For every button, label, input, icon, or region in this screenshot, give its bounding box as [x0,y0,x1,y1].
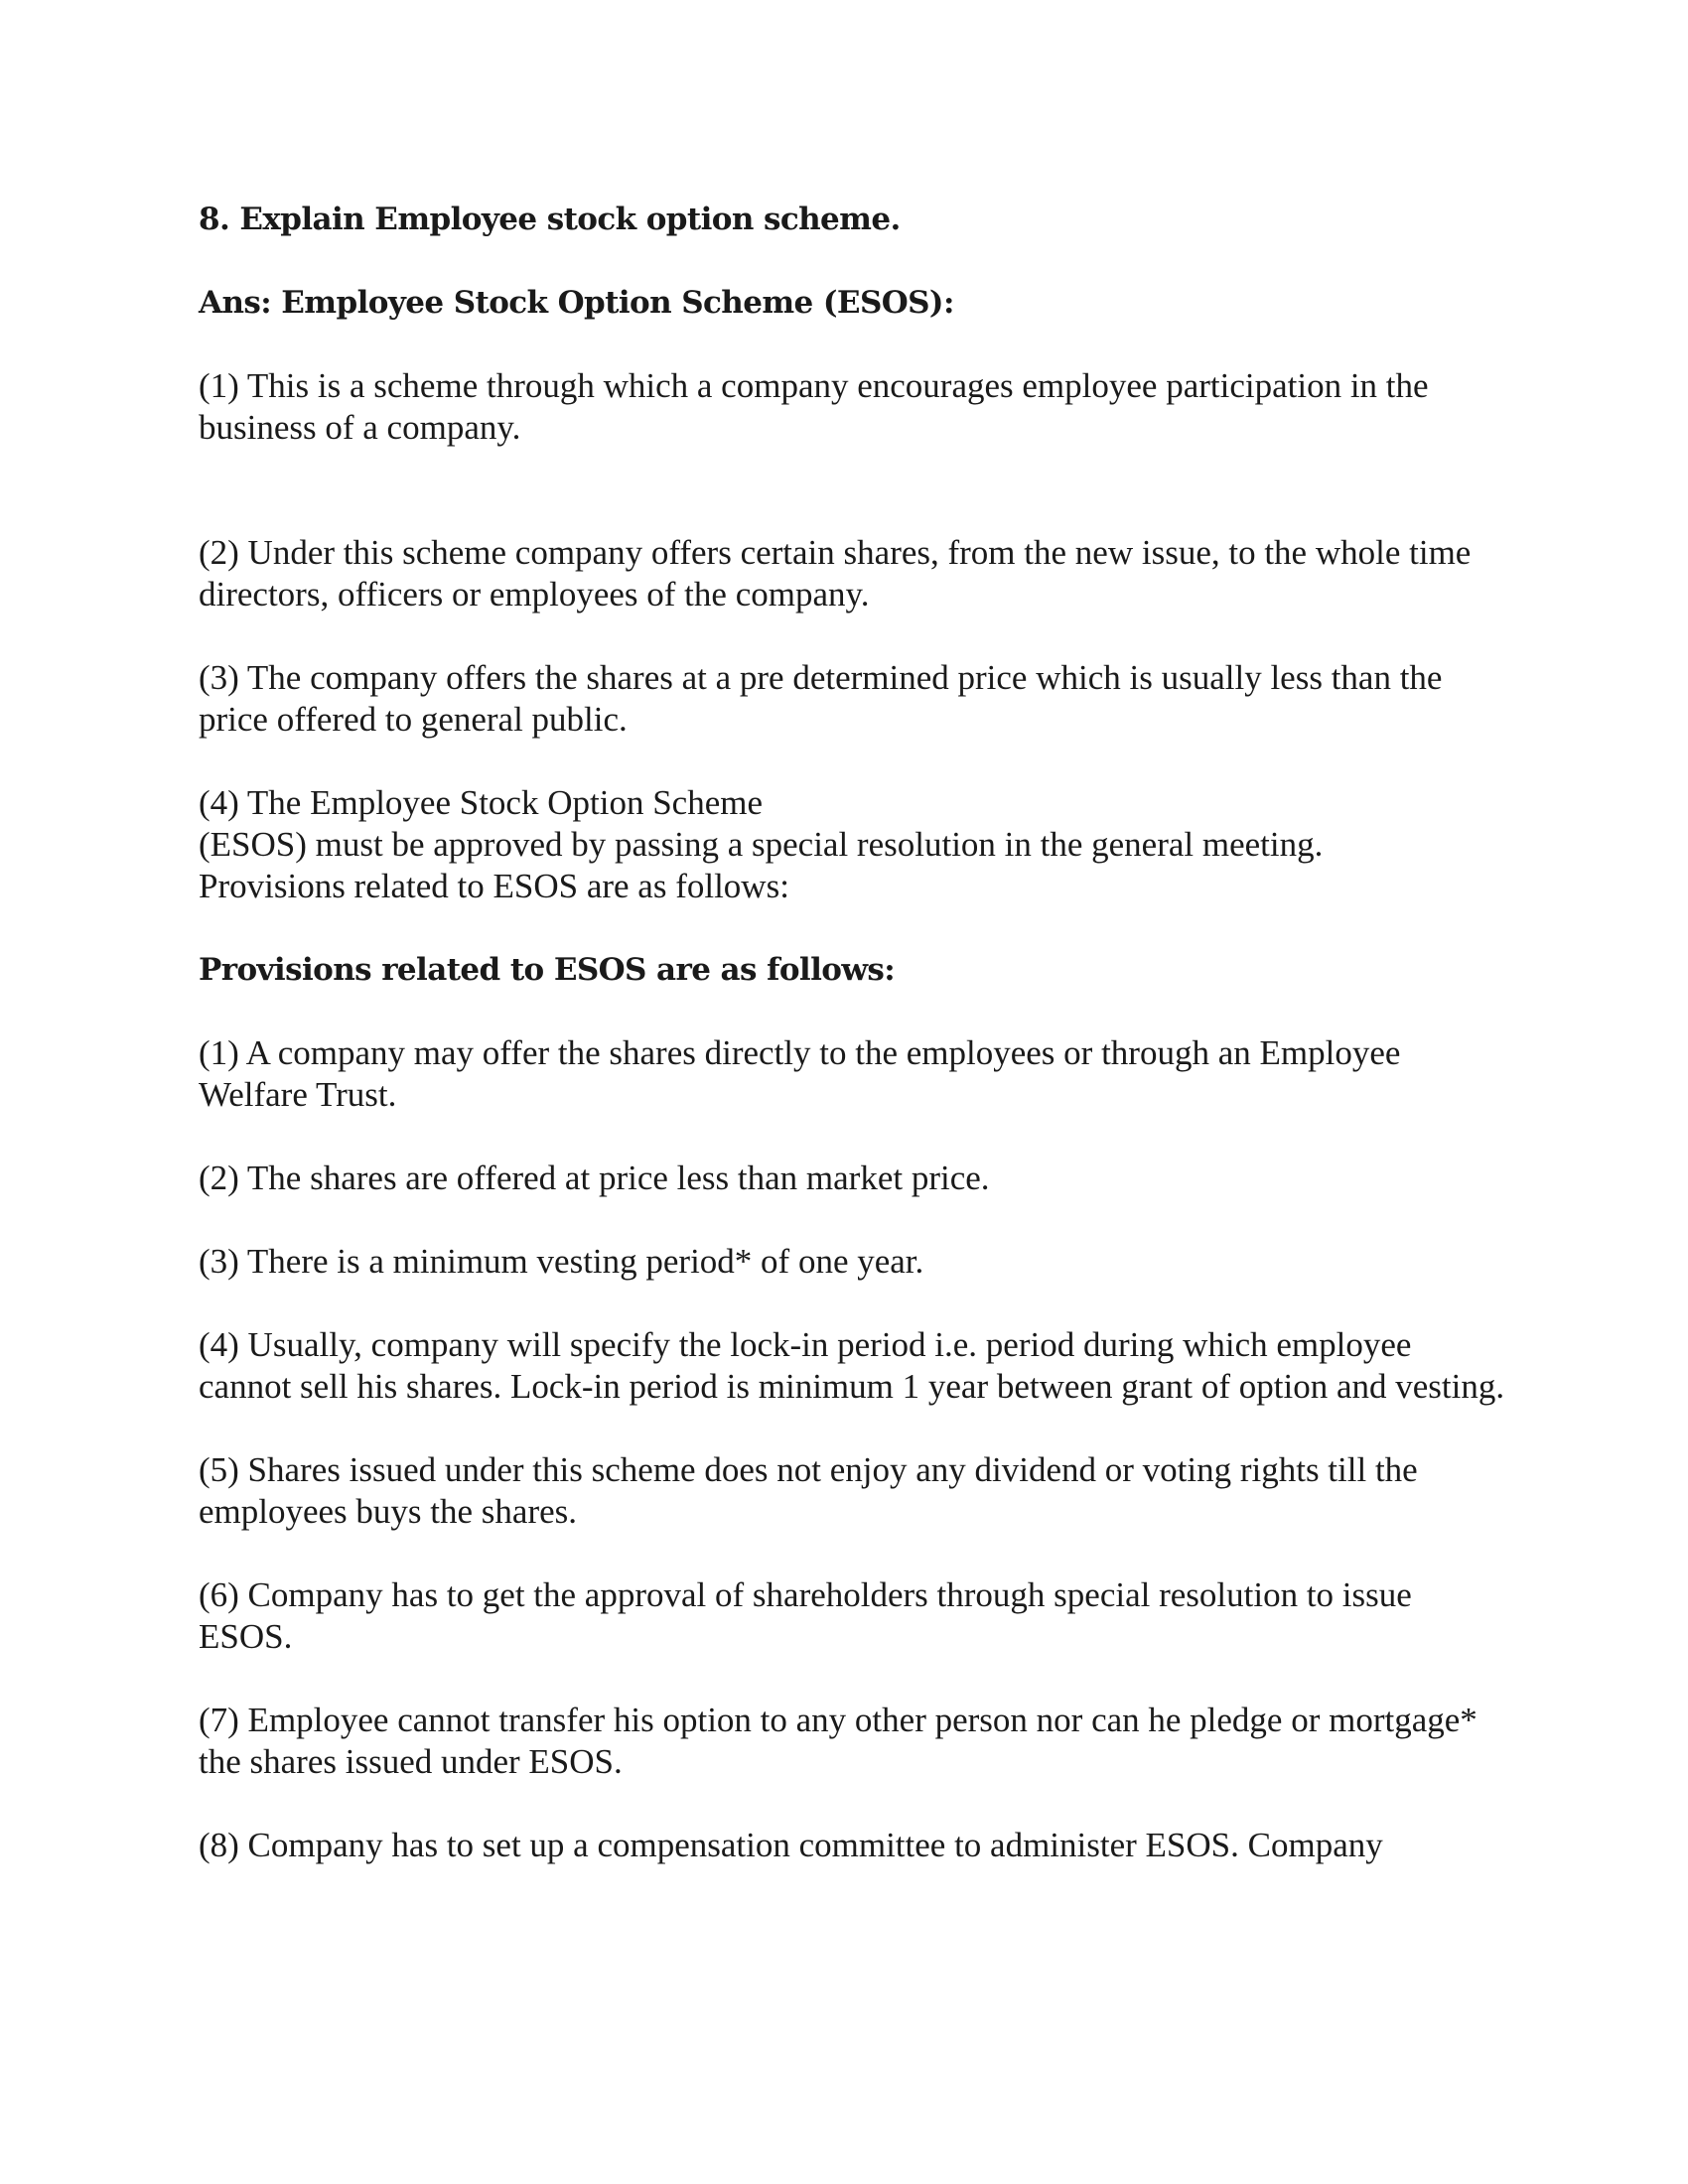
intro-point-4-line-3: Provisions related to ESOS are as follows: [199,867,789,905]
provision-3: (3) There is a minimum vesting period* of one year. [199,1242,924,1281]
provision-1: (1) A company may offer the shares directly to the employees or through an Employee Welfare Trust. [199,1033,1401,1114]
provision-6: (6) Company has to get the approval of shareholders through special resolution to issue ESOS. [199,1575,1412,1656]
intro-point-4-line-2: (ESOS) must be approved by passing a special resolution in the general meeting. [199,825,1324,864]
provision-5: (5) Shares issued under this scheme does not enjoy any dividend or voting rights till the employees buys the shares. [199,1450,1418,1531]
answer-heading: Ans: Employee Stock Option Scheme (ESOS): [199,285,954,321]
provision-2: (2) The shares are offered at price less than market price. [199,1159,990,1197]
provision-4: (4) Usually, company will specify the lock-in period i.e. period during which employee cannot sell his shares. Lock-in period is minimum 1 year between grant of option and vesting. [199,1325,1505,1406]
provision-7: (7) Employee cannot transfer his option to any other person nor can he pledge or mortgage* the shares issued under ESOS. [199,1701,1477,1781]
question-heading: 8. Explain Employee stock option scheme. [199,202,901,237]
intro-point-2: (2) Under this scheme company offers certain shares, from the new issue, to the whole time directors, officers or employees of the company. [199,533,1472,614]
intro-point-4-line-1: (4) The Employee Stock Option Scheme [199,783,763,822]
provision-8: (8) Company has to set up a compensation committee to administer ESOS. Company [199,1826,1383,1864]
intro-point-1: (1) This is a scheme through which a company encourages employee participation in the business of a company. [199,366,1429,447]
document-content [199,199,1509,1866]
provisions-heading: Provisions related to ESOS are as follows: [199,952,896,988]
intro-point-3: (3) The company offers the shares at a pre determined price which is usually less than the price offered to general public. [199,658,1443,739]
